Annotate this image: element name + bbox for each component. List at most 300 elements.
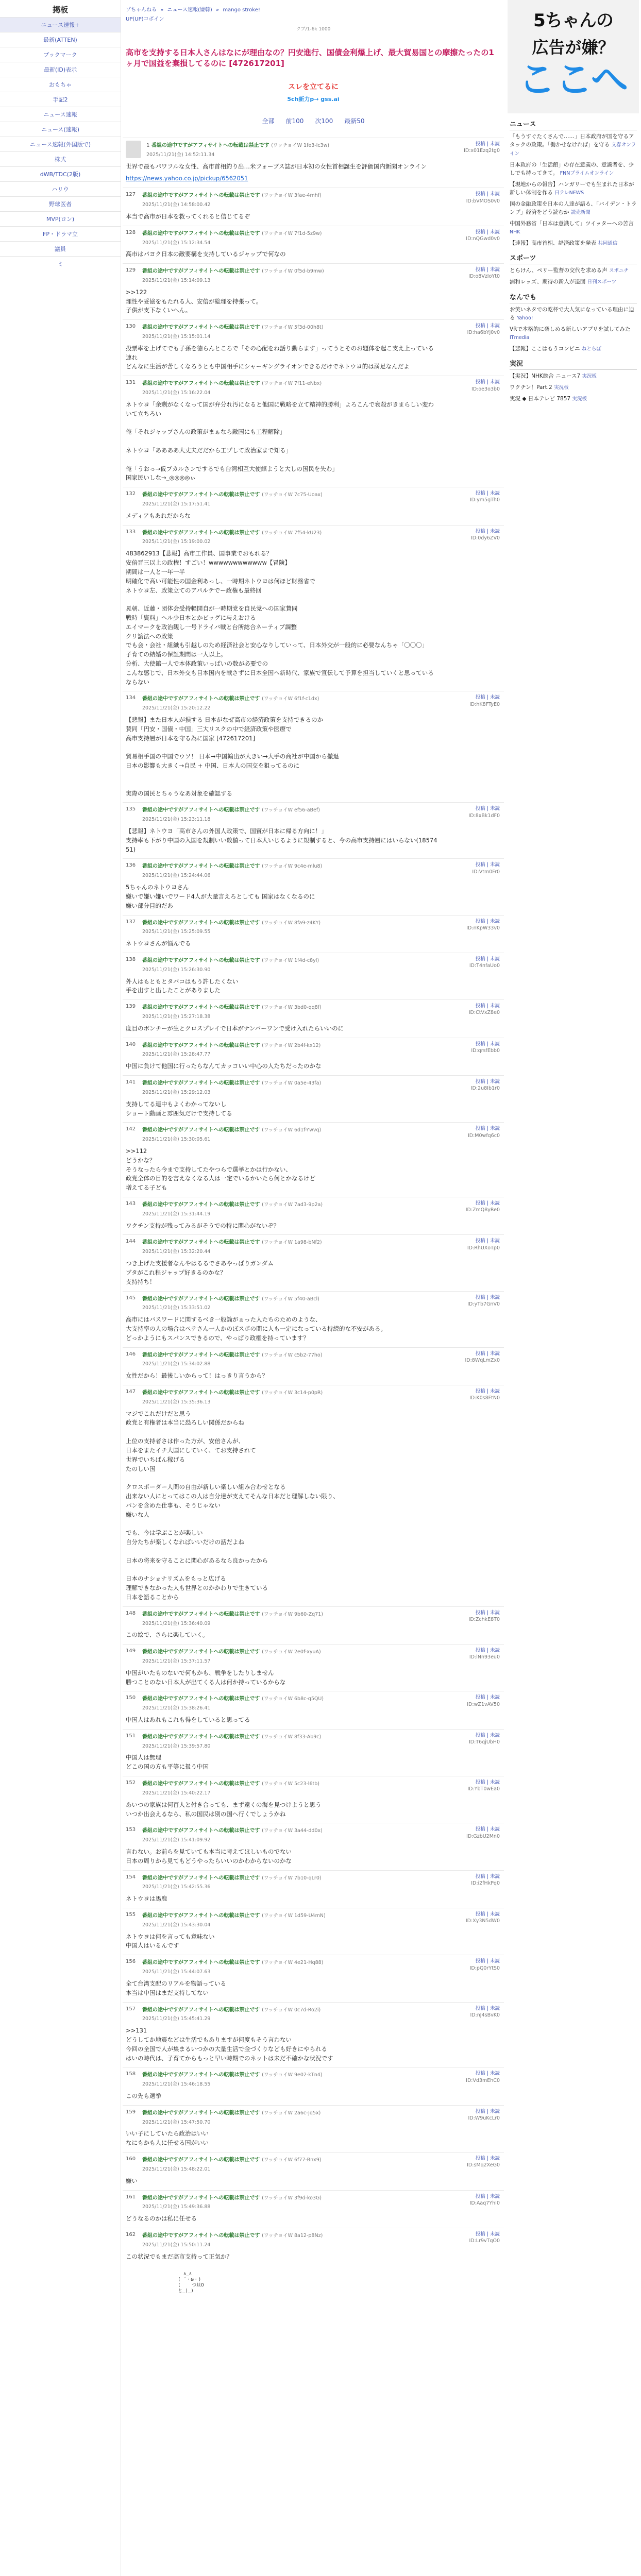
reply-post — [123, 1776, 504, 1823]
reply-button[interactable]: 投稿 | 未読 — [475, 2108, 500, 2114]
post-number[interactable]: 140 — [126, 1041, 136, 1047]
reply-button[interactable]: 投稿 | 未読 — [475, 1079, 500, 1085]
post-body: 外人はもともとタバコはもう許したくない 手を出すと出したことがありました — [126, 977, 239, 994]
post-id[interactable]: ID:ZmQ8yRe0 — [465, 1207, 500, 1213]
reply-button[interactable]: 投稿 | 未読 — [475, 229, 500, 235]
post-body: 中国人は無理 どこの国の方も平等に扱う中国 — [126, 1754, 209, 1771]
post-author-suffix: (ワッチョイW 8a12-p8Nz) — [262, 2232, 323, 2239]
post-date: 2025/11/21(金) 15:16:22.04 — [142, 390, 211, 396]
post-meta — [142, 1911, 326, 1929]
post-id[interactable]: ID:T4nfaUo0 — [469, 963, 500, 969]
live-section — [508, 358, 639, 403]
news-item[interactable] — [510, 161, 637, 178]
post-number[interactable]: 137 — [126, 919, 136, 925]
post-id[interactable]: ID:nJ4sBvK0 — [470, 2012, 500, 2018]
post-date: 2025/11/21(金) 15:27:18.38 — [142, 1014, 211, 1020]
reply-button[interactable]: 投稿 | 未読 — [475, 267, 500, 273]
reply-button[interactable]: 投稿 | 未読 — [475, 694, 500, 701]
post-meta — [142, 2193, 322, 2212]
reply-button[interactable]: 投稿 | 未読 — [475, 1388, 500, 1394]
news-item[interactable] — [510, 345, 637, 353]
post-number[interactable]: 158 — [126, 2071, 136, 2077]
post-id[interactable]: ID:ha6bYj0v0 — [467, 330, 500, 336]
post-body: 女性だから！最後しいからって！はっきり言うから？ — [126, 1372, 268, 1380]
post-id[interactable]: ID:RhUXoTp0 — [467, 1245, 500, 1251]
post-id[interactable]: ID:Lr9vTqO0 — [469, 2238, 500, 2244]
post-body: 【悲報】ネトウヨ「高市さんの外国人政策で、国賓が日本に帰る方向に！」 支持率も下がり中国の入国を規制いい数値って日本人いじるように規制すると、今の高市支持層にはいらない(1857451) — [126, 827, 437, 853]
post-meta — [142, 2070, 323, 2089]
post-id[interactable]: ID:W9uKcLr0 — [468, 2115, 500, 2122]
post-header — [126, 191, 501, 209]
post-number[interactable]: 1 — [146, 143, 150, 148]
post-id[interactable]: ID:sMq2XeG0 — [467, 2162, 500, 2168]
sidebar-item[interactable]: FP・ドラマ立 — [0, 226, 121, 241]
post-actions — [467, 2155, 500, 2169]
post-actions — [468, 805, 500, 819]
reply-post — [123, 858, 504, 914]
post-body: 言わない。お前らを見ていても本当に考えてほしいものでない 日本の周りから見てもどうやったらいいのかわからないのかな — [126, 1848, 292, 1865]
news-title[interactable]: 中国外務省「日本は意識して」ツイッターへの苦言 — [510, 220, 634, 227]
post-number[interactable]: 143 — [126, 1201, 136, 1207]
reply-post — [123, 1122, 504, 1197]
sidebar-item[interactable]: ハリウ — [0, 181, 121, 196]
post-header — [126, 1200, 501, 1218]
post-number[interactable]: 151 — [126, 1733, 136, 1739]
post-number[interactable]: 128 — [126, 229, 136, 235]
post-meta — [142, 1350, 322, 1369]
post-number[interactable]: 127 — [126, 192, 136, 198]
sidebar-item[interactable]: ニュース速報 — [0, 107, 121, 122]
reply-button[interactable]: 投稿 | 未読 — [475, 490, 500, 497]
news-title[interactable]: 【速報】高市首相、経済政策を発表 — [510, 240, 596, 246]
post-actions — [468, 266, 500, 280]
post-date: 2025/11/21(金) 15:38:26.41 — [142, 1705, 211, 1711]
post-body: ネトウヨは何を言っても意味ない 中国人はいるんです — [126, 1933, 215, 1950]
reply-button[interactable]: 投稿 | 未読 — [475, 1126, 500, 1132]
post-author-suffix: (ワッチョイW 6d1f-Ywvq) — [262, 1127, 322, 1133]
news-source: 実況板 — [582, 374, 597, 380]
post-author: 番組の途中ですがアフィサイトへの転載は禁止です — [142, 920, 260, 926]
reply-button[interactable]: 投稿 | 未読 — [475, 2231, 500, 2237]
post-author: 番組の途中ですがアフィサイトへの転載は禁止です — [142, 1649, 260, 1655]
news-item[interactable] — [510, 219, 637, 236]
post-author: 番組の途中ですがアフィサイトへの転載は禁止です — [142, 957, 260, 963]
sidebar-item[interactable]: ニュース速報+ — [0, 17, 121, 32]
post-author-suffix: (ワッチョイW 6f77-Bnx9) — [262, 2157, 322, 2163]
news-item[interactable] — [510, 239, 637, 248]
post-id[interactable]: ID:K0s8FtN0 — [469, 1395, 500, 1401]
news-title[interactable]: 実況 ◆ 日本テレビ 7857 — [510, 395, 571, 402]
post-author-suffix: (ワッチョイW 0a5e-43fa) — [262, 1080, 322, 1087]
post-id[interactable]: ID:nQGwd0v0 — [466, 235, 500, 242]
news-section — [508, 118, 639, 247]
post-author: 番組の途中ですがアフィサイトへの転載は禁止です — [142, 1127, 260, 1133]
promo-line2[interactable]: 5ch新力p→ gss.ai — [287, 96, 340, 103]
news-item[interactable] — [510, 372, 637, 381]
post-id[interactable]: ID:nKpW33v0 — [466, 925, 500, 931]
post-body: 全て台湾支配のリアルを物語っている 本当は中国はまだ支持してない — [126, 1979, 227, 1996]
post-id[interactable]: ID:i2fHkPq0 — [471, 1880, 500, 1886]
news-source: 実況板 — [572, 396, 587, 402]
post-meta — [142, 2108, 320, 2127]
post-number[interactable]: 146 — [126, 1351, 136, 1357]
post-number[interactable]: 142 — [126, 1126, 136, 1132]
post-id[interactable]: ID:8WqLmZx0 — [465, 1357, 500, 1363]
post-meta — [142, 528, 322, 547]
post-author-suffix: (ワッチョイW 2b4f-kx12) — [262, 1042, 321, 1048]
nav-next100[interactable]: 次100 — [315, 117, 333, 125]
post-id[interactable]: ID:8xBk1dF0 — [468, 812, 500, 819]
post-meta — [142, 1694, 324, 1713]
post-body: メディアもあれだからな — [126, 512, 191, 519]
post-date: 2025/11/21(金) 15:31:44.19 — [142, 1211, 211, 1217]
post-author-suffix: (ワッチョイW 3a44-dd0x) — [262, 1828, 323, 1834]
reply-button[interactable]: 投稿 | 未読 — [475, 191, 500, 197]
post-meta — [142, 861, 322, 880]
post-number[interactable]: 156 — [126, 1959, 136, 1965]
live-heading: 実況 — [510, 358, 637, 370]
post-author: 番組の途中ですがアフィサイトへの転載は禁止です — [142, 2157, 260, 2163]
reply-button[interactable]: 投稿 | 未読 — [475, 1648, 500, 1654]
post-date: 2025/11/21(金) 15:30:05.61 — [142, 1137, 211, 1143]
sidebar-item[interactable]: 野球医者 — [0, 196, 121, 211]
post-actions — [466, 918, 500, 932]
reply-button[interactable]: 投稿 | 未読 — [475, 1003, 500, 1009]
source-link[interactable]: https://news.yahoo.co.jp/pickup/6562051 — [126, 175, 248, 182]
post-body: 【悲報】また日本人が損する 日本がなぜ高市の経済政策を支持できるのか 賛同「円安・国債・中国」三大リスクの中で経済政策や医療で 高市支持層が日本を守る為に国家 [472617201] 貿易相手国の中国でウソ！ 日本→中国輸出が大きい→大手の商社が中国から撤退 日本の影響も大きく→自民 + 中国、日本人の国交を狙ってるのに 実際の国民とちゃうなあ対象を確認する — [126, 716, 339, 797]
post-id[interactable]: ID:T6qjUbH0 — [468, 1739, 500, 1745]
post-meta — [142, 694, 319, 713]
post-actions — [472, 861, 500, 875]
post-id[interactable]: ID:YbT0wEa0 — [467, 1786, 500, 1792]
reply-button[interactable]: 投稿 | 未読 — [475, 379, 500, 385]
post-number[interactable]: 147 — [126, 1389, 136, 1395]
reply-post — [123, 1197, 504, 1234]
post-header — [126, 1294, 501, 1313]
post-author: 番組の途中ですがアフィサイトへの転載は禁止です — [142, 2195, 260, 2201]
misc-heading: なんでも — [510, 292, 637, 303]
sidebar-item[interactable]: おもちゃ — [0, 77, 121, 92]
news-item[interactable] — [510, 395, 637, 403]
sidebar-item[interactable]: 最新(ID)表示 — [0, 62, 121, 77]
nav-latest50[interactable]: 最新50 — [344, 117, 365, 125]
post-id[interactable]: ID:ym5gTh0 — [469, 497, 500, 503]
post-actions — [469, 1647, 500, 1661]
breadcrumb-item[interactable]: UP(UP)コボイン — [126, 16, 164, 22]
post-actions — [466, 191, 500, 205]
reply-post — [123, 1075, 504, 1122]
post-actions — [467, 1694, 500, 1708]
reply-button[interactable]: 投稿 | 未読 — [475, 1911, 500, 1917]
post-number[interactable]: 162 — [126, 2231, 136, 2238]
post-meta — [142, 1294, 319, 1313]
post-author-suffix: (ワッチョイW 7f11-eNbx) — [262, 381, 322, 387]
post-header — [126, 2155, 501, 2174]
reply-post — [123, 2152, 504, 2190]
news-item[interactable] — [510, 278, 637, 286]
post-actions — [469, 2231, 500, 2245]
post-date: 2025/11/21(金) 15:26:30.90 — [142, 967, 211, 973]
post-number[interactable]: 133 — [126, 529, 136, 535]
reply-post — [123, 1385, 504, 1606]
news-title[interactable]: VRで本格的に楽しめる新しいアプリを試してみた — [510, 326, 631, 332]
post-id[interactable]: ID:bVMOS0v0 — [466, 198, 500, 204]
news-title[interactable]: とらけん、ペリー監督の交代を求める声 — [510, 267, 608, 274]
post-number[interactable]: 132 — [126, 491, 136, 497]
news-title[interactable]: 【実況】NHK総合 ニュース7 — [510, 373, 581, 380]
post-number[interactable]: 141 — [126, 1079, 136, 1086]
post-id[interactable]: ID:CtVxZ8e0 — [468, 1010, 500, 1016]
post-meta — [142, 918, 320, 937]
sidebar-item[interactable]: 手記2 — [0, 92, 121, 107]
reply-post — [123, 691, 504, 802]
news-title[interactable]: 「もうすぐたくさんで……」日本政府が国を守るアタックの政策。「働かせなければ」を守る — [510, 133, 634, 148]
news-title[interactable]: 【悲報】ここはもうコンビニ — [510, 345, 580, 352]
sidebar-item[interactable]: ミ — [0, 256, 121, 271]
reply-button[interactable]: 投稿 | 未読 — [475, 918, 500, 924]
post-actions — [469, 694, 500, 708]
reply-button[interactable]: 投稿 | 未読 — [475, 141, 500, 147]
reply-button[interactable]: 投稿 | 未読 — [475, 2071, 500, 2077]
post-id[interactable]: ID:lNn93eu0 — [469, 1654, 500, 1660]
post-id[interactable]: ID:yTb7GnV0 — [467, 1301, 500, 1307]
post-id[interactable]: ID:oe3o3b0 — [471, 386, 500, 392]
post-number[interactable]: 135 — [126, 806, 136, 812]
news-title[interactable]: お笑いネタでの乾杯で大人気になっている理由に迫る — [510, 306, 634, 321]
reply-button[interactable]: 投稿 | 未読 — [475, 1041, 500, 1047]
post-number[interactable]: 157 — [126, 2006, 136, 2012]
post-author-suffix: (ワッチョイW 8fa9-z4KY) — [262, 920, 321, 926]
post-header — [126, 1958, 501, 1976]
reply-button[interactable]: 投稿 | 未読 — [475, 1873, 500, 1879]
post-actions — [467, 323, 500, 336]
post-id[interactable]: ID:2u8Ib1r0 — [470, 1086, 500, 1092]
post-author-suffix: (ワッチョイW 3bd0-qq8f) — [262, 1005, 322, 1011]
breadcrumb-item[interactable]: ゾちゃんねる — [126, 7, 157, 13]
reply-button[interactable]: 投稿 | 未読 — [475, 1694, 500, 1701]
reply-post — [123, 1234, 504, 1291]
reply-button[interactable]: 投稿 | 未読 — [475, 528, 500, 534]
reply-button[interactable]: 投稿 | 未読 — [475, 1780, 500, 1786]
reply-post — [123, 319, 504, 376]
post-body: 中国人はあれもこれも得をしていると思ってる — [126, 1716, 250, 1723]
post-number[interactable]: 131 — [126, 380, 136, 386]
post-body: 世界で最もパワフルな女性、高市首相釣り出…米フォーブス誌が日本初の女性首相誕生を評価国内新聞オンライン — [126, 162, 427, 170]
nav-all[interactable]: 全部 — [262, 117, 275, 125]
reply-button[interactable]: 投稿 | 未読 — [475, 806, 500, 812]
post-body: ネトウヨは馬鹿 — [126, 1895, 167, 1903]
post-author: 番組の途中ですがアフィサイトへの転載は禁止です — [142, 807, 260, 814]
post-date: 2025/11/21(金) 14:52:11.34 — [146, 151, 215, 158]
post-body: >>112 どうかな？ そうなったら今まで支持してたやつらで選挙とかは行かない、 政党全体の目的を言えなくなる人は一定でいるかいたら何とかなるけど 増えてる子ども — [126, 1147, 315, 1192]
post-id[interactable]: ID:ZchkE8T0 — [468, 1616, 500, 1622]
post-id[interactable]: ID:wZ1vAV50 — [467, 1701, 500, 1707]
reply-button[interactable]: 投稿 | 未読 — [475, 2193, 500, 2199]
post-number[interactable]: 129 — [126, 267, 136, 274]
post-author-suffix: (ワッチョイW 6b8c-q5QU) — [262, 1696, 324, 1702]
sidebar-item[interactable]: ブックマーク — [0, 47, 121, 62]
news-title[interactable]: 国の金融政策を日本の人達が語る、「バイデン・トランプ」経済をどう読むか — [510, 200, 637, 215]
post-header — [126, 1779, 501, 1798]
post-author-suffix: (ワッチョイW 7c75-Uoax) — [262, 492, 323, 498]
post-actions — [471, 1078, 500, 1092]
post-actions — [464, 141, 500, 155]
post-header — [126, 1647, 501, 1666]
post-number[interactable]: 138 — [126, 956, 136, 962]
post-id[interactable]: ID:o8VzIoYt0 — [468, 274, 500, 280]
post-date: 2025/11/21(金) 15:43:30.04 — [142, 1922, 211, 1928]
reply-button[interactable]: 投稿 | 未読 — [475, 1294, 500, 1300]
post-author: 番組の途中ですがアフィサイトへの転載は禁止です — [142, 230, 260, 236]
reply-post — [123, 802, 504, 858]
post-actions — [469, 956, 500, 970]
sidebar-item[interactable]: 株式 — [0, 151, 121, 166]
post-date: 2025/11/21(金) 15:25:09.55 — [142, 929, 211, 935]
news-item[interactable] — [510, 383, 637, 392]
promo-banner[interactable] — [123, 81, 504, 103]
reply-post — [123, 2067, 504, 2105]
reply-post — [123, 1038, 504, 1075]
post-meta — [142, 379, 322, 397]
post-number[interactable]: 148 — [126, 1610, 136, 1616]
post-header — [126, 141, 501, 159]
post-number[interactable]: 136 — [126, 862, 136, 869]
reply-post — [123, 1955, 504, 2002]
reply-button[interactable]: 投稿 | 未読 — [475, 2156, 500, 2162]
post-number[interactable]: 145 — [126, 1295, 136, 1301]
post-id[interactable]: ID:pQ0rYtS0 — [469, 1965, 500, 1971]
post-id[interactable]: ID:x01Ezq2tg0 — [464, 148, 500, 154]
post-number[interactable]: 144 — [126, 1239, 136, 1245]
nav-prev100[interactable]: 前100 — [285, 117, 304, 125]
sidebar-item[interactable]: MVP(ロン) — [0, 211, 121, 226]
post-author: 番組の途中ですがアフィサイトへの転載は禁止です — [142, 1696, 260, 1702]
post-actions — [467, 1238, 500, 1251]
post-author-suffix: (ワッチョイW 1a98-bNf2) — [262, 1240, 322, 1246]
post-number[interactable]: 149 — [126, 1648, 136, 1654]
post-number[interactable]: 160 — [126, 2156, 136, 2162]
sidebar-item[interactable]: ニュース速報(外国版で) — [0, 137, 121, 151]
reply-button[interactable]: 投稿 | 未読 — [475, 1826, 500, 1833]
post-meta — [146, 141, 329, 159]
news-item[interactable] — [510, 132, 637, 158]
post-id[interactable]: ID:M0wfq6c0 — [467, 1132, 500, 1139]
post-number[interactable]: 139 — [126, 1004, 136, 1010]
reply-button[interactable]: 投稿 | 未読 — [475, 2005, 500, 2011]
news-title[interactable]: 浦和レッズ、期待の新人が退団 — [510, 279, 586, 285]
post-body: 高市はパヨク日本の敵要構を支持しているジャップで何なの — [126, 250, 286, 258]
ad-banner[interactable] — [508, 0, 639, 113]
news-list — [510, 132, 637, 247]
post-date: 2025/11/21(金) 15:28:47.77 — [142, 1052, 211, 1058]
reply-button[interactable]: 投稿 | 未読 — [475, 1732, 500, 1738]
news-item[interactable] — [510, 266, 637, 275]
post-id[interactable]: ID:qrsfEbb0 — [471, 1047, 500, 1054]
post-number[interactable]: 155 — [126, 1912, 136, 1918]
post-header — [126, 1388, 501, 1406]
post-number[interactable]: 130 — [126, 324, 136, 330]
post-author: 番組の途中ですがアフィサイトへの転載は禁止です — [142, 2110, 260, 2116]
reply-button[interactable]: 投稿 | 未読 — [475, 1200, 500, 1206]
post-header — [126, 1238, 501, 1256]
post-header — [126, 323, 501, 341]
post-author: 番組の途中ですがアフィサイトへの転載は禁止です — [142, 1828, 260, 1834]
post-body: 中国がいたものないで何もかも、戦争をしたりしません 勝つことのない日本人が出てくる人は何か持っているからな — [126, 1669, 286, 1686]
post-id[interactable]: ID:hK8FTyE0 — [469, 701, 500, 707]
reply-button[interactable]: 投稿 | 未読 — [475, 1609, 500, 1616]
post-meta — [142, 2005, 320, 2024]
post-id[interactable]: ID:0dy6ZV0 — [470, 535, 500, 541]
post-body: 嫌い — [126, 2177, 138, 2184]
post-actions — [466, 1200, 500, 1214]
sidebar-item[interactable]: 議員 — [0, 241, 121, 256]
news-title[interactable]: 日本政府の「生活館」の存在意義の、意識者を、少しでも持ってきて。 — [510, 161, 634, 176]
news-title[interactable]: ワクチン！Part.2 — [510, 384, 552, 391]
post-id[interactable]: ID:Vd3mEhC0 — [466, 2077, 500, 2083]
post-number[interactable]: 154 — [126, 1874, 136, 1880]
post-meta — [142, 490, 323, 509]
post-body: 投票率を上げてでも子孫を徳らんところで「その心配をね話り動らます」ってうとそのお題体を起こ支え上っている連れ どんなに生活が苦しくなろうとも中国相手にシャーギングライオンできるだけでネトウヨ的は満足なんだよ — [126, 344, 434, 370]
breadcrumb-item[interactable]: ニュース速報(嫌韓) — [167, 7, 212, 13]
misc-list — [510, 306, 637, 353]
post-actions — [465, 1350, 500, 1364]
reply-post — [123, 953, 504, 999]
post-id[interactable]: ID:GzbU2Mn0 — [466, 1833, 500, 1839]
post-number[interactable]: 161 — [126, 2194, 136, 2200]
sidebar-item[interactable]: ニュース(速報) — [0, 122, 121, 137]
reply-button[interactable]: 投稿 | 未読 — [475, 1238, 500, 1244]
post-number[interactable]: 153 — [126, 1827, 136, 1833]
post-author-suffix: (ワッチョイW 2e0f-xyuA) — [262, 1649, 321, 1655]
post-list — [123, 188, 504, 2265]
post-number[interactable]: 159 — [126, 2109, 136, 2115]
sports-list — [510, 266, 637, 286]
news-title[interactable]: 【現地からの報告】ハンガリーでも生まれた日本が新しい体制を作る — [510, 181, 634, 196]
post-number[interactable]: 150 — [126, 1695, 136, 1701]
post-actions — [467, 1294, 500, 1308]
news-item[interactable] — [510, 180, 637, 197]
post-meta — [142, 1041, 320, 1059]
post-header — [126, 229, 501, 247]
sidebar-item[interactable]: 最新(ATTEN) — [0, 32, 121, 47]
post-author-suffix: (ワッチョイW 0c7d-Ro2i) — [262, 2007, 321, 2013]
post-date: 2025/11/21(金) 15:39:57.80 — [142, 1743, 211, 1749]
post-body: 高市にはバスワードに関するべき一般論がぁった人たちのためのような、 大支持率の人の場合はペテさん一人かのぼスポの間に人も一定になっている持続的な不安がある。 どっかようにもスパンスできるので、やっぱり政権を持っています？ — [126, 1316, 386, 1342]
reply-button[interactable]: 投稿 | 未読 — [475, 956, 500, 962]
reply-button[interactable]: 投稿 | 未読 — [475, 1958, 500, 1964]
post-id[interactable]: ID:Aaq7YhI0 — [469, 2200, 500, 2206]
news-item[interactable] — [510, 325, 637, 342]
post-id[interactable]: ID:Xy3N5dW0 — [465, 1918, 500, 1924]
reply-button[interactable]: 投稿 | 未読 — [475, 323, 500, 329]
post-author-suffix: (ワッチョイW 7f54-kU23) — [262, 530, 322, 536]
reply-button[interactable]: 投稿 | 未読 — [475, 1350, 500, 1357]
news-item[interactable] — [510, 306, 637, 323]
post-author-suffix: (ワッチョイW 9b60-Zq71) — [262, 1611, 323, 1617]
post-number[interactable]: 134 — [126, 695, 136, 701]
news-source: FNNプライムオンライン — [560, 170, 614, 176]
thread-meta: クブ/1-6k 1000 — [296, 27, 331, 32]
post-header — [126, 528, 501, 547]
reply-button[interactable]: 投稿 | 未読 — [475, 862, 500, 868]
post-number[interactable]: 152 — [126, 1780, 136, 1786]
breadcrumb-item[interactable]: mango stroke! — [223, 7, 260, 13]
news-item[interactable] — [510, 200, 637, 217]
post-header — [126, 1732, 501, 1751]
post-id[interactable]: ID:Vtm0Fr0 — [472, 869, 500, 875]
post-author: 番組の途中ですがアフィサイトへの転載は禁止です — [142, 381, 260, 387]
sidebar-item[interactable]: dWB/TDC(2版) — [0, 166, 121, 181]
